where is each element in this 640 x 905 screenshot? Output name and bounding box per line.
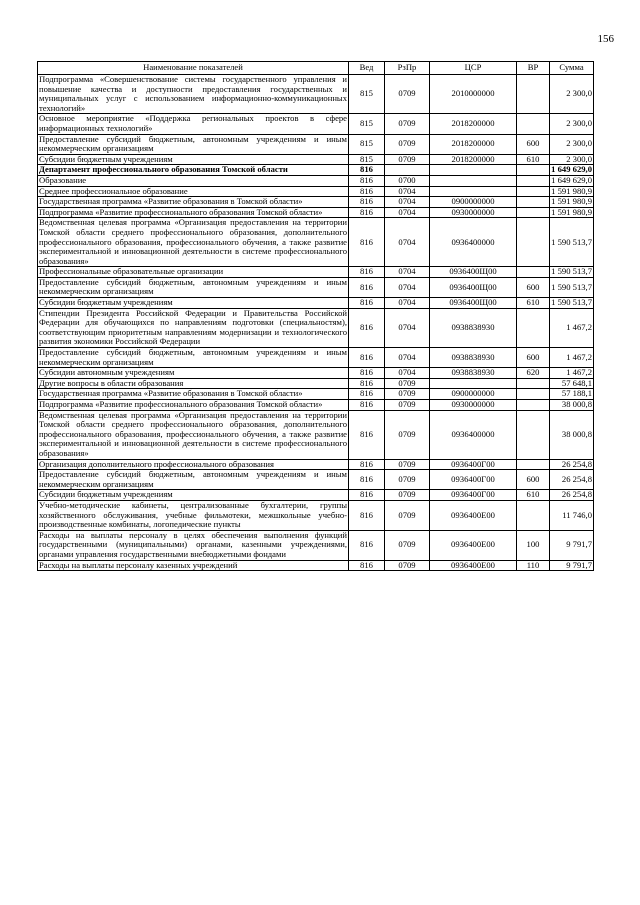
table-row (38, 75, 594, 114)
cell-sum: 57 188,1 (550, 389, 594, 400)
cell-ved: 816 (349, 378, 385, 389)
cell-name: Субсидии бюджетным учреждениям (38, 490, 349, 501)
header-name: Наименование показателей (38, 62, 349, 75)
cell-ved: 816 (349, 207, 385, 218)
cell-vr (517, 459, 550, 470)
cell-vr (517, 207, 550, 218)
cell-sum: 1 590 513,7 (551, 297, 592, 308)
cell-rzpr: 0704 (385, 277, 430, 297)
cell-sum: 1 591 980,9 (551, 185, 592, 196)
cell-rzpr: 0709 (385, 500, 430, 530)
cell-vr (517, 197, 550, 208)
cell-rzpr: 0704 (385, 207, 430, 218)
table-row (38, 470, 594, 490)
table-row (38, 530, 594, 560)
cell-sum: 11 746,0 (550, 500, 594, 530)
cell-sum: 57 648,1 (550, 378, 594, 389)
cell-ved: 816 (349, 470, 385, 490)
cell-sum: 2 300,0 (550, 134, 594, 154)
cell-rzpr: 0700 (385, 175, 430, 186)
cell-name: Организация дополнительного профессионального образования (38, 459, 349, 470)
table-row (38, 186, 594, 197)
cell-rzpr: 0709 (385, 114, 430, 134)
cell-sum: 26 254,8 (550, 459, 594, 470)
table-row (38, 368, 594, 379)
cell-name: Субсидии бюджетным учреждениям (38, 154, 349, 165)
cell-name: Подпрограмма «Развитие профессионального образования Томской области» (38, 400, 349, 411)
cell-rzpr: 0709 (385, 490, 430, 501)
cell-name: Предоставление субсидий бюджетным, автономным учреждениям и иным некоммерческим организациям (39, 133, 347, 154)
cell-rzpr: 0709 (385, 154, 430, 165)
cell-name: Предоставление субсидий бюджетным, автономным учреждениям и иным некоммерческим организациям (39, 347, 347, 367)
cell-rzpr: 0709 (385, 400, 430, 411)
cell-rzpr: 0709 (385, 389, 430, 400)
cell-rzpr (385, 165, 430, 176)
cell-name: Подпрограмма «Совершенствование системы государственного управления и повышение качества и доступности предоставления государственных и муниципальных услуг с использованием информационно-коммуникационных технологий» (39, 74, 347, 113)
cell-vr: 600 (517, 134, 550, 154)
cell-csr: 0936400Е00 (430, 500, 517, 530)
header-sum: Сумма (550, 62, 594, 75)
cell-rzpr: 0709 (385, 560, 430, 571)
cell-sum: 1 467,2 (550, 308, 594, 347)
cell-ved: 816 (349, 459, 385, 470)
cell-vr (517, 378, 550, 389)
cell-sum: 1 591 980,9 (551, 206, 592, 217)
cell-csr: 0938838930 (430, 348, 517, 368)
cell-ved: 816 (349, 500, 385, 530)
cell-csr: 0936400000 (430, 218, 517, 267)
table-row (38, 410, 594, 459)
header-rzpr: РзПр (385, 62, 430, 75)
cell-ved: 816 (349, 560, 385, 571)
cell-rzpr: 0709 (385, 134, 430, 154)
cell-vr: 610 (517, 490, 550, 501)
cell-sum: 38 000,8 (550, 410, 594, 459)
header-vr: ВР (517, 62, 550, 75)
table-row (38, 459, 594, 470)
table-row (38, 134, 594, 154)
cell-csr: 0936400Щ00 (430, 298, 517, 309)
cell-vr (517, 267, 550, 278)
cell-csr: 0930000000 (430, 207, 517, 218)
table-row (38, 490, 594, 501)
cell-name: Учебно-методические кабинеты, централизованные бухгалтерии, группы хозяйственного обслуживания, учебные фильмотеки, межшкольные учебно-производственные комбинаты, логопедические пункты (39, 499, 347, 530)
table-row (38, 175, 594, 186)
cell-ved: 815 (349, 75, 385, 114)
cell-sum: 1 649 629,0 (551, 164, 592, 175)
cell-rzpr: 0709 (385, 75, 430, 114)
cell-vr: 610 (517, 298, 550, 309)
cell-vr (517, 500, 550, 530)
cell-rzpr: 0709 (385, 470, 430, 490)
table-row (38, 218, 594, 267)
cell-csr: 2018200000 (430, 114, 517, 134)
cell-ved: 816 (349, 218, 385, 267)
cell-ved: 816 (349, 277, 385, 297)
cell-csr (430, 175, 517, 186)
cell-csr (430, 165, 517, 176)
cell-csr: 0936400Г00 (430, 459, 517, 470)
table-row (38, 165, 594, 176)
cell-rzpr: 0704 (385, 218, 430, 267)
cell-csr (430, 186, 517, 197)
cell-sum: 2 300,0 (550, 114, 594, 134)
cell-name: Предоставление субсидий бюджетным, автономным учреждениям и иным некоммерческим организациям (39, 469, 347, 489)
cell-name: Департамент профессионального образования Томской области (38, 165, 349, 176)
cell-name: Расходы на выплаты персоналу в целях обеспечения выполнения функций государственными (муниципальными) органами, казенными учреждениями, органами управления государственными внебюджетными фондами (39, 529, 347, 559)
cell-csr: 2018200000 (430, 134, 517, 154)
cell-vr: 110 (517, 560, 550, 571)
cell-rzpr: 0704 (385, 267, 430, 278)
cell-ved: 816 (349, 490, 385, 501)
table-row (38, 560, 594, 571)
cell-csr: 2018200000 (430, 154, 517, 165)
cell-name: Профессиональные образовательные организации (38, 267, 349, 278)
table-row (38, 277, 594, 297)
cell-vr (517, 308, 550, 347)
cell-name: Среднее профессиональное образование (38, 186, 349, 197)
cell-ved: 815 (349, 134, 385, 154)
cell-name: Подпрограмма «Развитие профессионального образования Томской области» (38, 207, 349, 218)
table-row (38, 114, 594, 134)
cell-sum: 1 467,2 (550, 368, 594, 379)
cell-vr (517, 165, 550, 176)
cell-vr: 610 (517, 154, 550, 165)
cell-ved: 816 (349, 186, 385, 197)
cell-name: Стипендии Президента Российской Федерации и Правительства Российской Федерации для обучающихся по направлениям подготовки (специальностям), соответствующим приоритетным направлениям модернизации и технологического развития экономики Российской Федерации (39, 307, 347, 347)
cell-rzpr: 0704 (385, 197, 430, 208)
cell-rzpr: 0704 (385, 348, 430, 368)
cell-ved: 816 (349, 165, 385, 176)
cell-rzpr: 0709 (385, 378, 430, 389)
table-row (38, 197, 594, 208)
cell-name: Субсидии бюджетным учреждениям (38, 298, 349, 309)
cell-ved: 816 (349, 308, 385, 347)
cell-ved: 816 (349, 410, 385, 459)
cell-name: Субсидии автономным учреждениям (38, 368, 349, 379)
cell-sum: 9 791,7 (550, 530, 594, 560)
cell-rzpr: 0704 (385, 298, 430, 309)
cell-rzpr: 0704 (385, 368, 430, 379)
cell-csr: 0936400Е00 (430, 560, 517, 571)
cell-name: Образование (38, 175, 349, 186)
cell-rzpr: 0709 (385, 459, 430, 470)
table-row (38, 400, 594, 411)
cell-vr (517, 175, 550, 186)
cell-vr: 100 (517, 530, 550, 560)
cell-csr: 0930000000 (430, 400, 517, 411)
cell-sum: 2 300,0 (550, 75, 594, 114)
cell-rzpr: 0704 (385, 308, 430, 347)
table-row (38, 154, 594, 165)
cell-ved: 816 (349, 389, 385, 400)
cell-csr: 0936400Г00 (430, 490, 517, 501)
cell-vr (517, 75, 550, 114)
cell-name: Расходы на выплаты персоналу казенных учреждений (38, 560, 349, 571)
cell-ved: 816 (349, 368, 385, 379)
cell-vr: 620 (517, 368, 550, 379)
cell-csr: 0936400000 (430, 410, 517, 459)
cell-vr (517, 114, 550, 134)
cell-sum: 1 590 513,7 (551, 266, 592, 277)
cell-csr: 0936400Е00 (430, 530, 517, 560)
cell-rzpr: 0709 (385, 410, 430, 459)
cell-sum: 9 791,7 (550, 560, 594, 571)
cell-vr: 600 (517, 277, 550, 297)
cell-csr: 0938838930 (430, 368, 517, 379)
cell-name: Государственная программа «Развитие образования в Томской области» (38, 389, 349, 400)
table-row (38, 308, 594, 347)
table-row (38, 378, 594, 389)
cell-name: Другие вопросы в области образования (38, 378, 349, 389)
header-ved: Вед (349, 62, 385, 75)
cell-sum: 26 254,8 (550, 490, 594, 501)
cell-vr (517, 410, 550, 459)
table-row (38, 207, 594, 218)
cell-name: Основное мероприятие «Поддержка региональных проектов в сфере информационных технологий» (39, 113, 347, 133)
table-row (38, 298, 594, 309)
cell-sum: 26 254,8 (550, 470, 594, 490)
cell-sum: 38 000,8 (550, 400, 594, 411)
cell-name: Ведомственная целевая программа «Организация предоставления на территории Томской области среднего профессионального образования, дополнительного профессионального образования, профессионального обучения, а также развитие экспериментальной и инновационной деятельности в системе профессионального образования» (39, 409, 347, 458)
cell-csr (430, 378, 517, 389)
cell-sum: 1 649 629,0 (551, 174, 592, 185)
cell-ved: 816 (349, 175, 385, 186)
cell-rzpr: 0709 (385, 530, 430, 560)
cell-ved: 815 (349, 154, 385, 165)
cell-rzpr: 0704 (385, 186, 430, 197)
table-row (38, 500, 594, 530)
cell-ved: 816 (349, 348, 385, 368)
cell-vr (517, 218, 550, 267)
cell-sum: 1 590 513,7 (550, 277, 594, 297)
cell-name: Государственная программа «Развитие образования в Томской области» (38, 197, 349, 208)
cell-csr: 0938838930 (430, 308, 517, 347)
table-row (38, 348, 594, 368)
cell-vr (517, 389, 550, 400)
cell-csr: 0936400Г00 (430, 470, 517, 490)
cell-sum: 1 467,2 (550, 348, 594, 368)
cell-vr (517, 186, 550, 197)
cell-ved: 816 (349, 400, 385, 411)
table-row (38, 389, 594, 400)
table-header-row (38, 62, 594, 75)
cell-ved: 816 (349, 298, 385, 309)
cell-csr: 2010000000 (430, 75, 517, 114)
table-row (38, 267, 594, 278)
cell-ved: 816 (349, 197, 385, 208)
cell-ved: 816 (349, 267, 385, 278)
cell-vr (517, 400, 550, 411)
header-csr: ЦСР (430, 62, 517, 75)
cell-vr: 600 (517, 470, 550, 490)
cell-sum: 1 590 513,7 (550, 218, 594, 267)
budget-table (37, 61, 594, 571)
table-body (38, 75, 594, 571)
cell-sum: 2 300,0 (550, 154, 594, 165)
cell-sum: 1 591 980,9 (551, 196, 592, 207)
cell-ved: 815 (349, 114, 385, 134)
cell-csr: 0900000000 (430, 197, 517, 208)
cell-name: Предоставление субсидий бюджетным, автономным учреждениям и иным некоммерческим организациям (39, 276, 347, 297)
cell-csr: 0936400Щ00 (430, 267, 517, 278)
cell-vr: 600 (517, 348, 550, 368)
cell-ved: 816 (349, 530, 385, 560)
page-number: 156 (597, 33, 614, 45)
cell-csr: 0900000000 (430, 389, 517, 400)
cell-name: Ведомственная целевая программа «Организация предоставления на территории Томской области среднего профессионального образования, дополнительного профессионального образования, профессионального обучения, а также развитие экспериментальной и инновационной деятельности в системе профессионального образования» (39, 217, 347, 266)
cell-csr: 0936400Щ00 (430, 277, 517, 297)
